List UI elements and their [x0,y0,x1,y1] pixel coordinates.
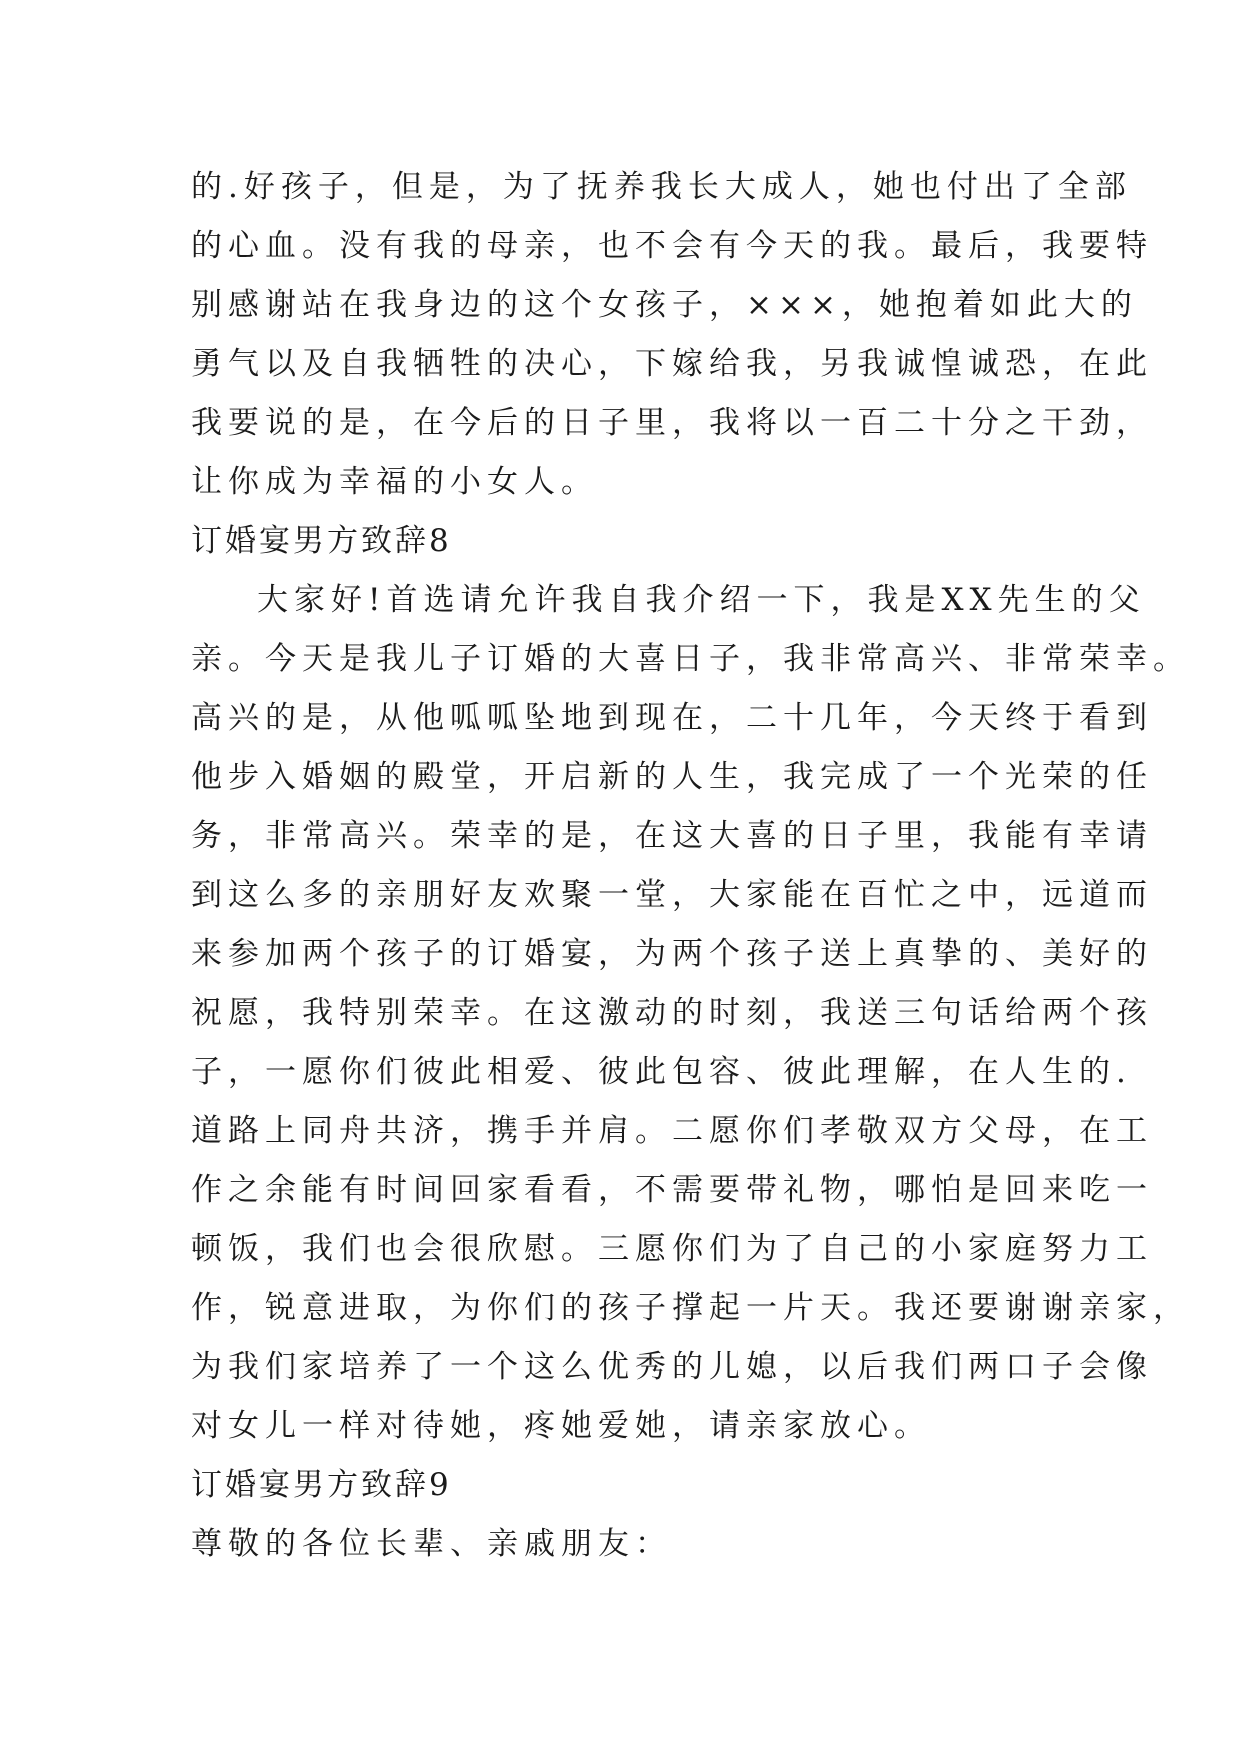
text-line: 来参加两个孩子的订婚宴，为两个孩子送上真挚的、美好的 [191,936,1153,972]
text-line: 我要说的是，在今后的日子里，我将以一百二十分之干劲， [191,405,1153,441]
document-body [191,158,1190,1574]
text-line: 别感谢站在我身边的这个女孩子，×××，她抱着如此大的 [191,287,1138,323]
text-line: 高兴的是，从他呱呱坠地到现在，二十几年，今天终于看到 [191,700,1153,736]
section-9-body [191,1515,1061,1574]
text-line: 顿饭，我们也会很欣慰。三愿你们为了自己的小家庭努力工 [191,1231,1153,1267]
text-line: 道路上同舟共济，携手并肩。二愿你们孝敬双方父母，在工 [191,1113,1153,1149]
text-line: 的.好孩子，但是，为了抚养我长大成人，她也付出了全部 [191,169,1132,205]
text-line: 尊敬的各位长辈、亲戚朋友： [191,1526,672,1562]
text-line: 亲。今天是我儿子订婚的大喜日子，我非常高兴、非常荣幸。 [191,641,1190,677]
text-line: 作，锐意进取，为你们的孩子撑起一片天。我还要谢谢亲家， [191,1290,1190,1326]
section-heading-9: 订婚宴男方致辞9 [191,1467,452,1503]
section-8-body [191,571,1190,1456]
text-line: 让你成为幸福的小女人。 [191,464,598,500]
text-line: 到这么多的亲朋好友欢聚一堂，大家能在百忙之中，远道而 [191,877,1153,913]
text-line: 为我们家培养了一个这么优秀的儿媳，以后我们两口子会像 [191,1349,1153,1385]
section-7-tail [191,158,1153,512]
text-line: 对女儿一样对待她，疼她爱她，请亲家放心。 [191,1408,931,1444]
text-line: 祝愿，我特别荣幸。在这激动的时刻，我送三句话给两个孩 [191,995,1153,1031]
text-line: 务，非常高兴。荣幸的是，在这大喜的日子里，我能有幸请 [191,818,1153,854]
text-line: 他步入婚姻的殿堂，开启新的人生，我完成了一个光荣的任 [191,759,1153,795]
section-heading-8: 订婚宴男方致辞8 [191,523,452,559]
text-line: 的心血。没有我的母亲，也不会有今天的我。最后，我要特 [191,228,1153,264]
text-line: 大家好!首选请允许我自我介绍一下，我是XX先生的父 [257,582,1146,618]
text-line: 子，一愿你们彼此相爱、彼此包容、彼此理解，在人生的. [191,1054,1132,1090]
text-line: 作之余能有时间回家看看，不需要带礼物，哪怕是回来吃一 [191,1172,1153,1208]
text-line: 勇气以及自我牺牲的决心，下嫁给我，另我诚惶诚恐，在此 [191,346,1153,382]
